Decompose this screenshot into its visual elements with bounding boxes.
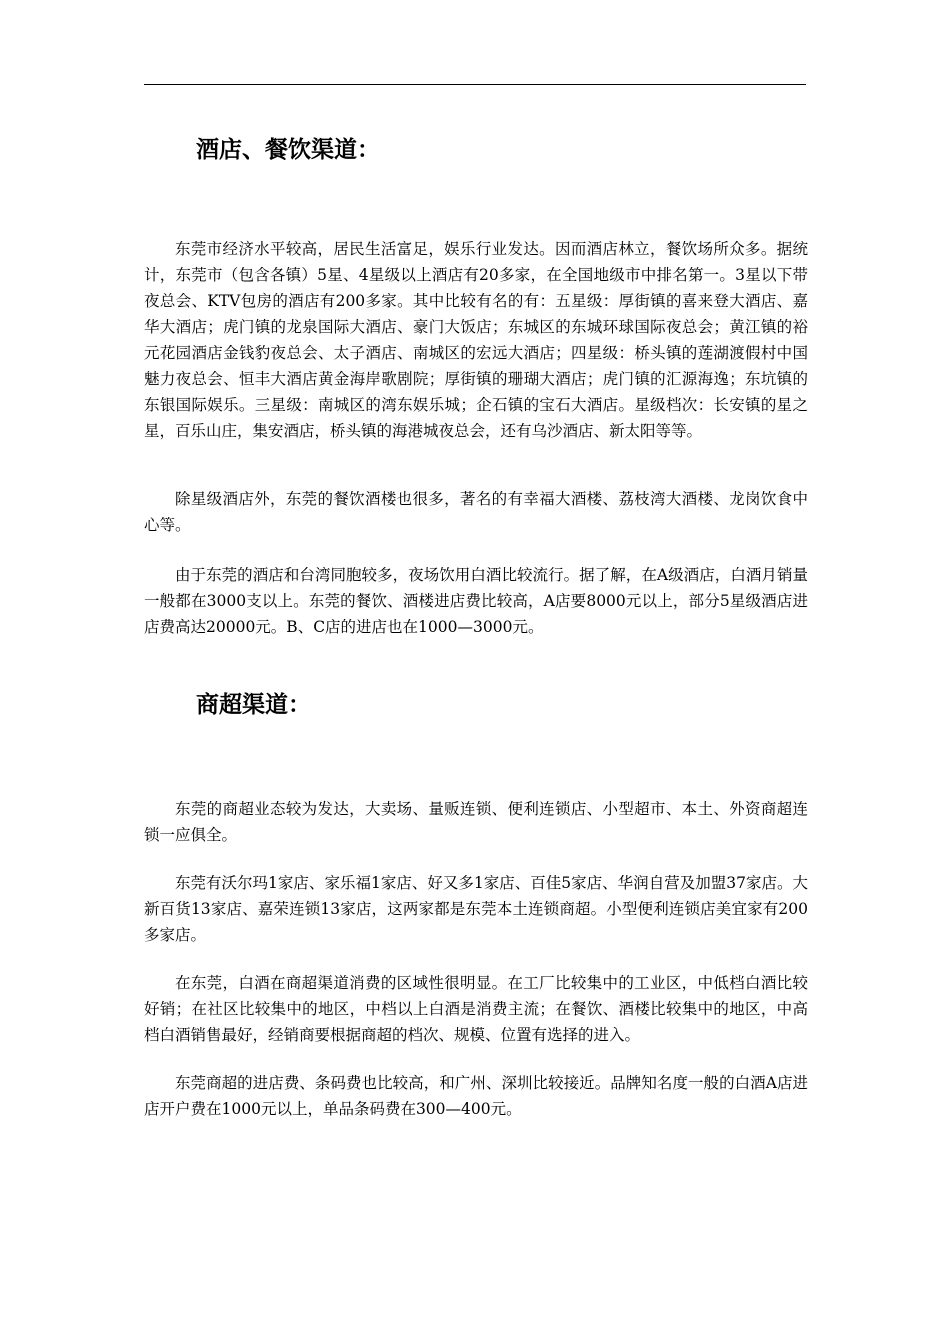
paragraph: 东莞的商超业态较为发达，大卖场、量贩连锁、便利连锁店、小型超市、本土、外资商超连锁一应俱全。	[144, 800, 808, 844]
section-heading-supermarket: 商超渠道：	[196, 691, 311, 718]
section-heading-hotel-dining: 酒店、餐饮渠道：	[196, 136, 380, 163]
paragraph: 除星级酒店外，东莞的餐饮酒楼也很多，著名的有幸福大酒楼、荔枝湾大酒楼、龙岗饮食中心等。	[144, 490, 808, 534]
paragraph: 东莞有沃尔玛1家店、家乐福1家店、好又多1家店、百佳5家店、华润自营及加盟37家店。大新百货13家店、嘉荣连锁13家店，这两家都是东莞本土连锁商超。小型便利连锁店美宜家有200多家店。	[144, 874, 808, 944]
paragraph: 由于东莞的酒店和台湾同胞较多，夜场饮用白酒比较流行。据了解，在A级酒店，白酒月销量一般都在3000支以上。东莞的餐饮、酒楼进店费比较高，A店要8000元以上，部分5星级酒店进店费高达20000元。B、C店的进店也在1000—3000元。	[144, 566, 808, 636]
paragraph: 在东莞，白酒在商超渠道消费的区域性很明显。在工厂比较集中的工业区，中低档白酒比较好销；在社区比较集中的地区，中档以上白酒是消费主流；在餐饮、酒楼比较集中的地区，中高档白酒销售最好，经销商要根据商超的档次、规模、位置有选择的进入。	[144, 974, 808, 1044]
header-rule	[144, 84, 806, 85]
paragraph: 东莞市经济水平较高，居民生活富足，娱乐行业发达。因而酒店林立，餐饮场所众多。据统计，东莞市（包含各镇）5星、4星级以上酒店有20多家，在全国地级市中排名第一。3星以下带夜总会、KTV包房的酒店有200多家。其中比较有名的有：五星级：厚街镇的喜来登大酒店、嘉华大酒店；虎门镇的龙泉国际大酒店、豪门大饭店；东城区的东城环球国际夜总会；黄江镇的裕元花园酒店金钱豹夜总会、太子酒店、南城区的宏远大酒店；四星级：桥头镇的莲湖渡假村中国魅力夜总会、恒丰大酒店黄金海岸歌剧院；厚街镇的珊瑚大酒店；虎门镇的汇源海逸；东坑镇的东银国际娱乐。三星级：南城区的湾东娱乐城；企石镇的宝石大酒店。星级档次：长安镇的星之星，百乐山庄，集安酒店，桥头镇的海港城夜总会，还有乌沙酒店、新太阳等等。	[144, 240, 808, 440]
paragraph: 东莞商超的进店费、条码费也比较高，和广州、深圳比较接近。品牌知名度一般的白酒A店进店开户费在1000元以上，单品条码费在300—400元。	[144, 1074, 808, 1118]
